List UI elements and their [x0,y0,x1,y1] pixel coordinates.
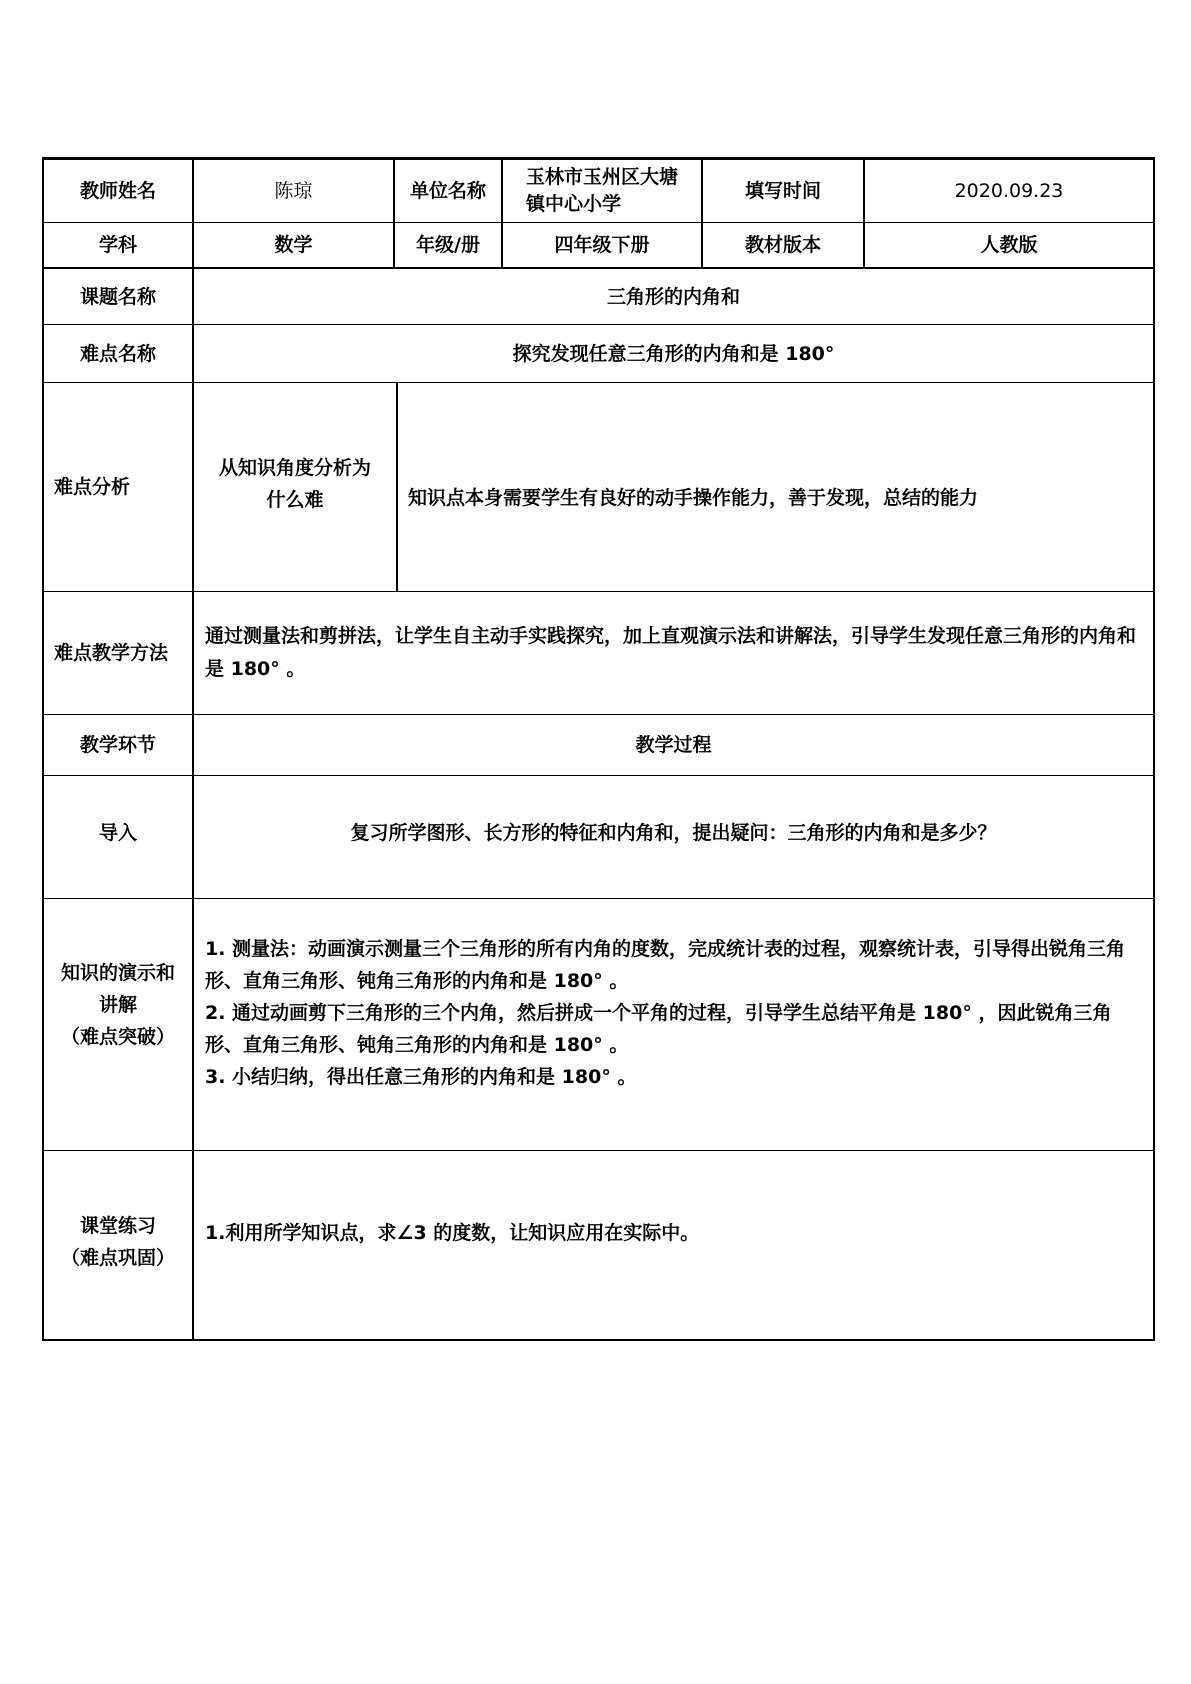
difficulty-value: 探究发现任意三角形的内角和是 180° [512,342,835,365]
process-header-value: 教学过程 [635,734,712,756]
demo-item-2: 2. 通过动画剪下三角形的三个内角，然后拼成一个平角的过程，引导学生总结平角是 180° ，因此锐角三角形、直角三角形、钝角三角形的内角和是 180° 。 [205,1002,1112,1056]
subject-label: 学科 [98,234,137,256]
demo-label [44,899,192,1150]
fill-date-value: 2020.09.23 [954,180,1064,202]
analysis-label: 难点分析 [54,476,131,498]
practice-label-line-1: 课堂练习 [79,1215,156,1237]
row-divider [42,898,1155,899]
demo-item-1: 1. 测量法：动画演示测量三个三角形的所有内角的度数，完成统计表的过程，观察统计表，引导得出锐角三角形、直角三角形、钝角三角形的内角和是 180° 。 [205,938,1126,992]
analysis-sub-label-line-1: 从知识角度分析为 [218,457,371,479]
row-divider [42,1150,1155,1151]
teacher-name-value: 陈琼 [274,180,313,202]
demo-list [205,933,1149,1093]
topic-value: 三角形的内角和 [606,285,740,308]
intro-label: 导入 [98,822,137,844]
unit-name-value [503,160,701,222]
method-label: 难点教学方法 [54,642,169,664]
edition-label: 教材版本 [744,234,821,256]
subject-value: 数学 [274,234,313,256]
column-divider [396,382,398,591]
unit-name-line-2: 镇中心小学 [525,193,621,215]
method-value-cell [205,592,1149,714]
table-bottom-border [42,1339,1155,1341]
process-step-label: 教学环节 [79,734,156,756]
topic-label: 课题名称 [79,285,156,308]
demo-item-3: 3. 小结归纳，得出任意三角形的内角和是 180° 。 [205,1066,637,1088]
practice-label [44,1151,192,1339]
method-value: 通过测量法和剪拼法，让学生自主动手实践探究，加上直观演示法和讲解法，引导学生发现任意三角形的内角和是 180° 。 [205,625,1137,680]
practice-label-line-2: （难点巩固） [60,1247,175,1269]
edition-value: 人教版 [980,234,1038,256]
teacher-name-label: 教师姓名 [79,180,156,202]
table-right-border [1153,157,1155,1341]
fill-date-label: 填写时间 [744,180,821,202]
difficulty-label: 难点名称 [79,342,156,365]
demo-label-line-1: 知识的演示和 [60,961,175,984]
demo-label-line-2: 讲解 [98,993,137,1016]
grade-label: 年级/册 [416,234,480,256]
grade-value: 四年级下册 [554,234,650,256]
intro-value: 复习所学图形、长方形的特征和内角和，提出疑问：三角形的内角和是多少？ [350,822,997,844]
analysis-sub-label [194,383,396,591]
unit-name-label: 单位名称 [409,180,486,202]
analysis-value: 知识点本身需要学生有良好的动手操作能力，善于发现，总结的能力 [408,487,979,509]
unit-name-line-1: 玉林市玉州区大塘 [525,166,678,188]
analysis-sub-label-line-2: 什么难 [266,489,324,511]
practice-value: 1.利用所学知识点，求∠3 的度数，让知识应用在实际中。 [205,1222,700,1244]
demo-label-line-3: （难点突破） [60,1025,175,1048]
